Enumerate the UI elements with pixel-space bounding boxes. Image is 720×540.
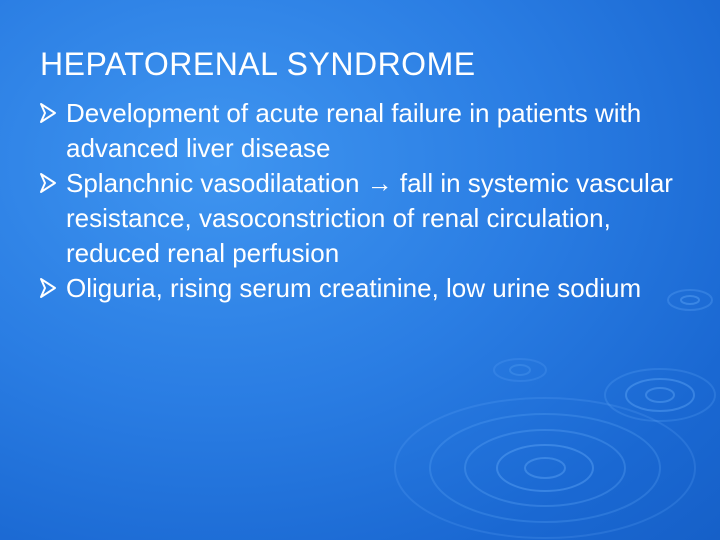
slide-title: HEPATORENAL SYNDROME <box>40 46 476 82</box>
bullet-text: Oliguria, rising serum creatinine, low urine sodium <box>66 273 642 303</box>
bullet-item-oliguria <box>38 271 678 306</box>
bullet-text-part-2: fall in systemic vascular resistance, vasoconstriction of renal circulation, reduced renal perfusion <box>66 168 673 268</box>
bullet-list <box>38 96 678 306</box>
right-arrow-icon: → <box>366 168 393 198</box>
arrowhead-bullet-icon <box>38 102 58 124</box>
bullet-item-development <box>38 96 678 166</box>
bullet-text: Development of acute renal failure in patients with advanced liver disease <box>66 98 642 163</box>
bullet-text-part-1: Splanchnic vasodilatation <box>66 168 367 198</box>
arrowhead-bullet-icon <box>38 172 58 194</box>
bullet-item-splanchnic <box>38 166 678 271</box>
arrowhead-bullet-icon <box>38 277 58 299</box>
